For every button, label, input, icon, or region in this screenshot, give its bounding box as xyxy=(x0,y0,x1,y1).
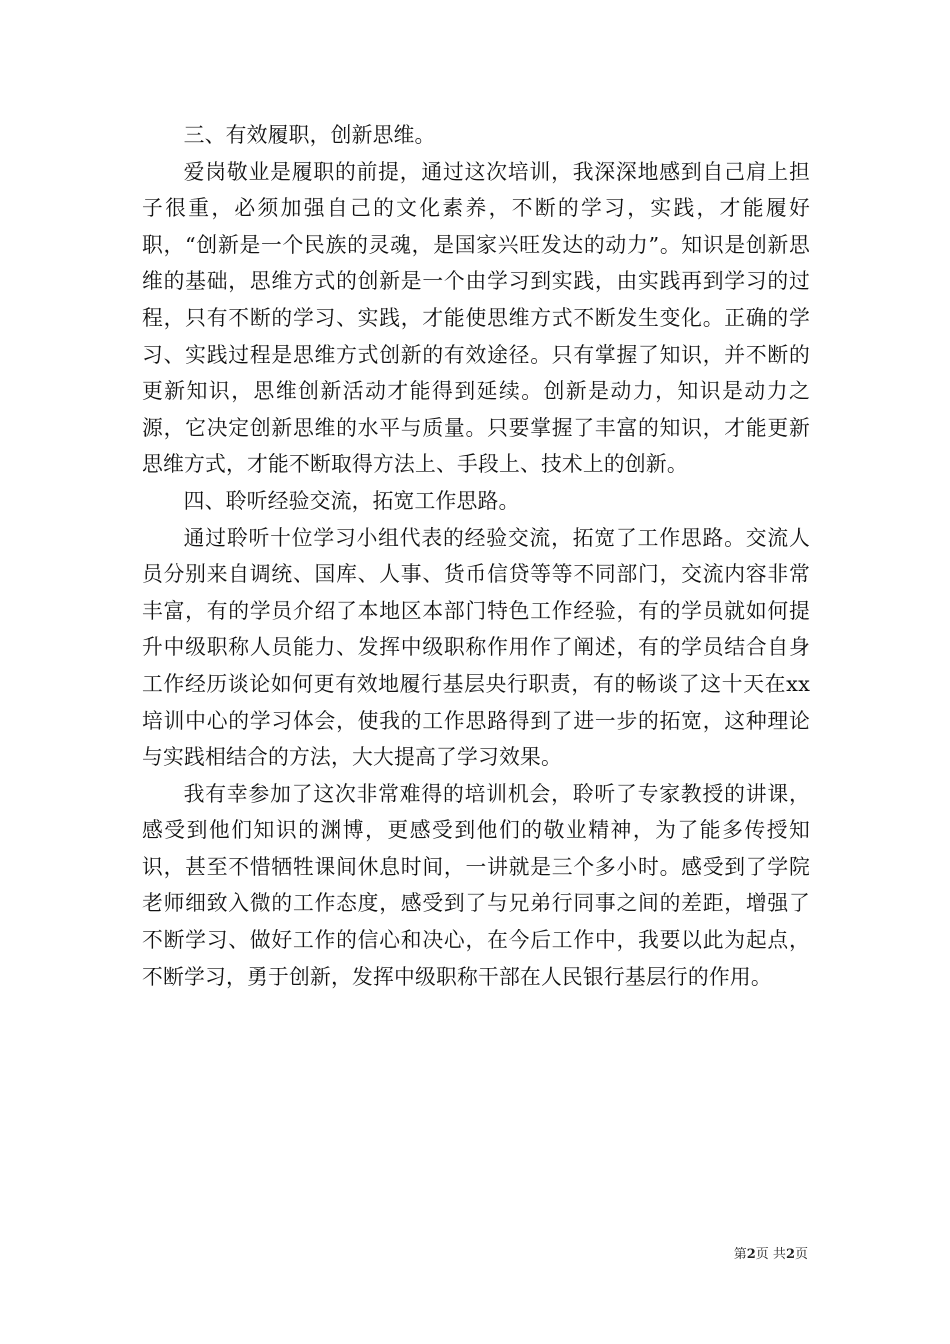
footer-suffix: 页 xyxy=(794,1247,808,1262)
total-pages-number: 2 xyxy=(785,1247,795,1262)
section-heading-3: 三、有效履职，创新思维。 xyxy=(183,123,436,147)
document-body xyxy=(142,117,810,995)
body-paragraph: 爱岗敬业是履职的前提，通过这次培训，我深深地感到自己肩上担子很重，必须加强自己的文化素养，不断的学习，实践，才能履好职，“创新是一个民族的灵魂，是国家兴旺发达的动力”。知识是创新思维的基础，思维方式的创新是一个由学习到实践，由实践再到学习的过程，只有不断的学习、实践，才能使思维方式不断发生变化。正确的学习、实践过程是思维方式创新的有效途径。只有掌握了知识，并不断的更新知识，思维创新活动才能得到延续。创新是动力，知识是动力之源，它决定创新思维的水平与质量。只要掌握了丰富的知识，才能更新思维方式，才能不断取得方法上、手段上、技术上的创新。 xyxy=(142,159,810,477)
footer-middle: 页 共 xyxy=(755,1247,786,1262)
footer-prefix: 第 xyxy=(733,1247,747,1262)
body-paragraph: 我有幸参加了这次非常难得的培训机会，聆听了专家教授的讲课，感受到他们知识的渊博，更感受到他们的敬业精神，为了能多传授知识，甚至不惜牺牲课间休息时间，一讲就是三个多小时。感受到了学院老师细致入微的工作态度，感受到了与兄弟行同事之间的差距，增强了不断学习、做好工作的信心和决心，在今后工作中，我要以此为起点，不断学习，勇于创新，发挥中级职称干部在人民银行基层行的作用。 xyxy=(142,781,810,989)
page-footer xyxy=(734,1247,808,1263)
section-heading-4: 四、聆听经验交流，拓宽工作思路。 xyxy=(183,488,520,513)
current-page-number: 2 xyxy=(746,1247,756,1262)
body-paragraph: 通过聆听十位学习小组代表的经验交流，拓宽了工作思路。交流人员分别来自调统、国库、人事、货币信贷等等不同部门，交流内容非常丰富，有的学员介绍了本地区本部门特色工作经验，有的学员就如何提升中级职称人员能力、发挥中级职称作用作了阐述，有的学员结合自身工作经历谈论如何更有效地履行基层央行职责，有的畅谈了这十天在xx培训中心的学习体会，使我的工作思路得到了进一步的拓宽，这种理论与实践相结合的方法，大大提高了学习效果。 xyxy=(142,525,810,770)
